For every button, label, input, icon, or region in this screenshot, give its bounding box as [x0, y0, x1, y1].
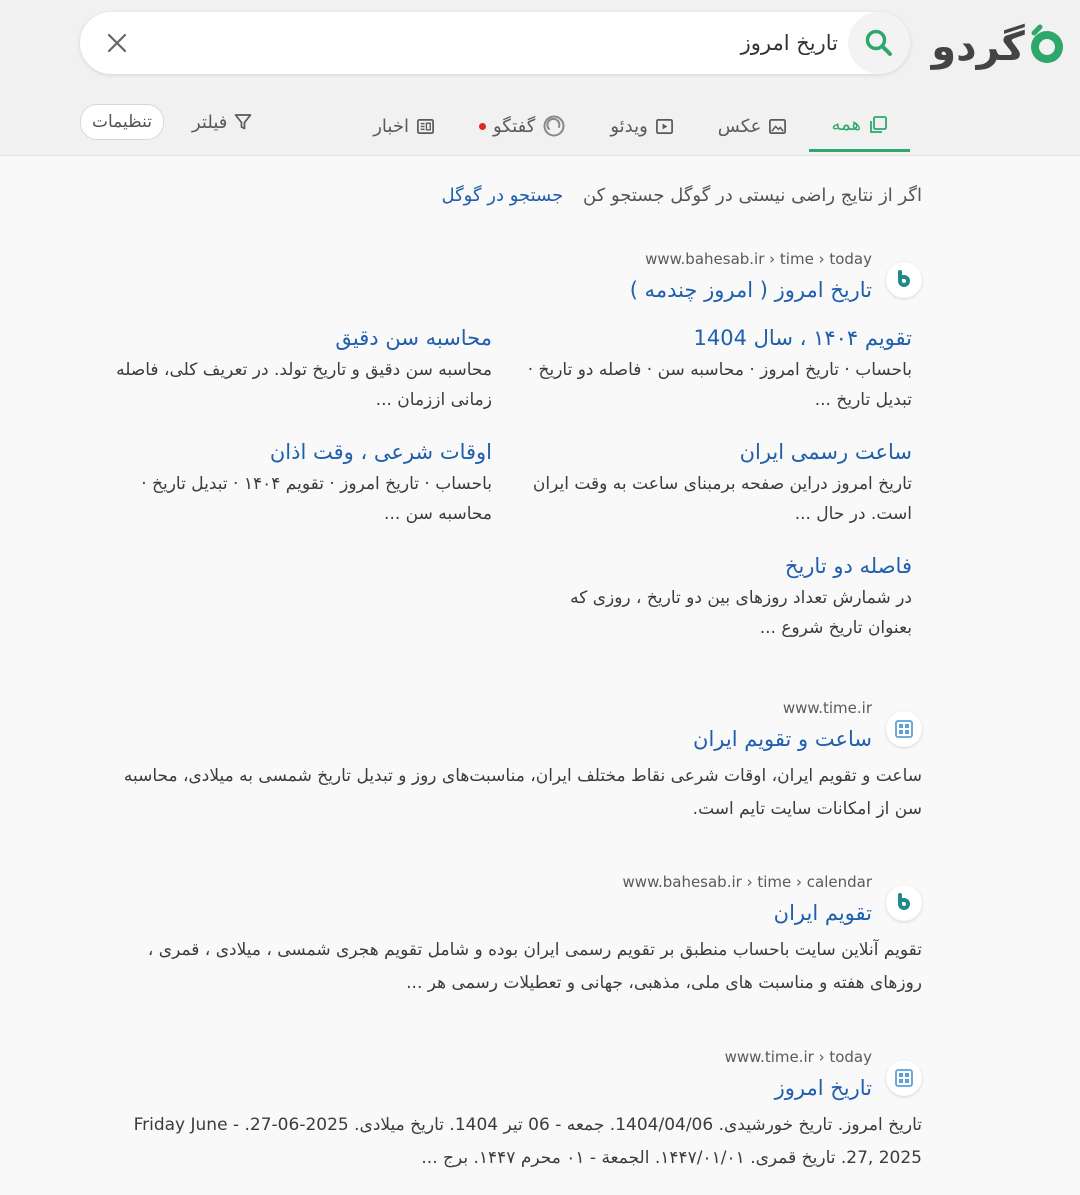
google-search-link[interactable]: جستجو در گوگل — [441, 185, 564, 206]
close-icon — [106, 32, 128, 54]
copy-icon — [868, 115, 888, 135]
sublink-title[interactable]: ساعت رسمی ایران — [739, 440, 912, 464]
google-notice — [441, 185, 922, 206]
result-snippet: تاریخ امروز. تاریخ خورشیدی. 1404/04/06. جمعه - 06 تیر 1404. تاریخ میلادی. 2025-06-27. - Friday June 27, 2025. تاریخ قمری. ۱۴۴۷/۰۱/۰۱. الجمعة - ۰۱ محرم ۱۴۴۷. برج ... — [133, 1115, 922, 1168]
result-url[interactable]: www.bahesab.ir › time › calendar — [622, 873, 872, 891]
logo[interactable] — [930, 18, 1066, 72]
sublink-title[interactable]: فاصله دو تاریخ — [784, 554, 912, 578]
chat-icon — [542, 114, 566, 138]
timeir-logo-icon — [894, 1068, 914, 1088]
tab-news-label: اخبار — [373, 115, 409, 137]
search-icon — [864, 28, 894, 58]
tab-chat[interactable] — [457, 100, 588, 152]
sublink-title[interactable]: محاسبه سن دقیق — [335, 326, 492, 350]
search-box — [80, 12, 910, 74]
sublink-title[interactable]: تقویم ۱۴۰۴ ، سال 1404 — [693, 326, 912, 350]
filter-button[interactable] — [192, 104, 253, 140]
timeir-logo-icon — [894, 719, 914, 739]
result-snippet: تقویم آنلاین سایت باحساب منطبق بر تقویم رسمی ایران بوده و شامل تقویم هجری شمسی ، میلادی ، قمری ، روزهای هفته و مناسبت های ملی، مذهبی، جهانی و تعطیلات رسمی هر ... — [147, 940, 922, 993]
bahesab-favicon — [886, 262, 922, 298]
timeir-favicon — [886, 1060, 922, 1096]
sublink-text: باحساب · تاریخ امروز · تقویم ۱۴۰۴ · تبدیل تاریخ · محاسبه سن ... — [141, 474, 492, 524]
bahesab-logo-icon — [893, 269, 915, 291]
result-title[interactable]: ساعت و تقویم ایران — [693, 727, 872, 751]
settings-button[interactable] — [80, 104, 164, 140]
sublink-title[interactable]: اوقات شرعی ، وقت اذان — [269, 440, 492, 464]
header — [0, 0, 1080, 156]
result-title[interactable]: تاریخ امروز — [774, 1076, 872, 1100]
image-icon — [768, 117, 787, 136]
sublink-text: محاسبه سن دقیق و تاریخ تولد. در تعریف کلی، فاصله زمانی اززمان ... — [116, 360, 492, 410]
search-result — [102, 248, 922, 648]
sublink-text: تاریخ امروز دراین صفحه برمبنای ساعت به وقت ایران است. در حال ... — [532, 474, 912, 524]
tab-videos-label: ویدئو — [610, 115, 648, 137]
result-title[interactable]: تاریخ امروز ( امروز چندمه ) — [629, 278, 872, 302]
sublink-text: در شمارش تعداد روزهای بین دو تاریخ ، روزی که بعنوان تاریخ شروع ... — [570, 588, 912, 638]
settings-label: تنظیمات — [92, 112, 152, 132]
filter-icon — [233, 112, 253, 132]
tab-all-label: همه — [831, 114, 861, 135]
tab-all[interactable] — [809, 100, 910, 152]
sublink — [522, 551, 912, 643]
result-title[interactable]: تقویم ایران — [773, 901, 872, 925]
sublink — [102, 437, 492, 529]
video-icon — [655, 117, 674, 136]
tab-news[interactable] — [351, 100, 457, 152]
search-input[interactable] — [198, 12, 838, 74]
tab-images-label: عکس — [717, 115, 762, 137]
result-url[interactable]: www.time.ir › today — [724, 1048, 872, 1066]
filter-label: فیلتر — [192, 111, 228, 133]
search-tabs — [351, 100, 910, 154]
search-result — [102, 871, 922, 1006]
result-url[interactable]: www.time.ir — [782, 699, 872, 717]
result-snippet: ساعت و تقویم ایران، اوقات شرعی نقاط مختلف ایران، مناسبت‌های روز و تبدیل تاریخ شمسی به میلادی، محاسبه سن از امکانات سایت تایم است. — [123, 766, 922, 819]
tab-images[interactable] — [696, 100, 810, 152]
search-result — [102, 1046, 922, 1186]
search-result — [102, 697, 922, 832]
result-url[interactable]: www.bahesab.ir › time › today — [645, 250, 872, 268]
sublink — [102, 323, 492, 415]
notice-text: اگر از نتایج راضی نیستی در گوگل جستجو کن — [582, 185, 922, 206]
sublink-text: باحساب · تاریخ امروز · محاسبه سن · فاصله دو تاریخ · تبدیل تاریخ ... — [527, 360, 912, 410]
bahesab-favicon — [886, 885, 922, 921]
sublink — [522, 323, 912, 415]
bahesab-logo-icon — [893, 892, 915, 914]
logo-text: گردو — [931, 24, 1025, 70]
tab-chat-label: گفتگو — [492, 115, 536, 137]
timeir-favicon — [886, 711, 922, 747]
tab-videos[interactable] — [588, 100, 695, 152]
sublink — [522, 437, 912, 529]
new-badge-dot — [479, 123, 486, 130]
clear-search-button[interactable] — [106, 32, 128, 54]
news-icon — [416, 117, 435, 136]
logo-icon — [930, 18, 1066, 72]
search-button[interactable] — [848, 12, 910, 74]
